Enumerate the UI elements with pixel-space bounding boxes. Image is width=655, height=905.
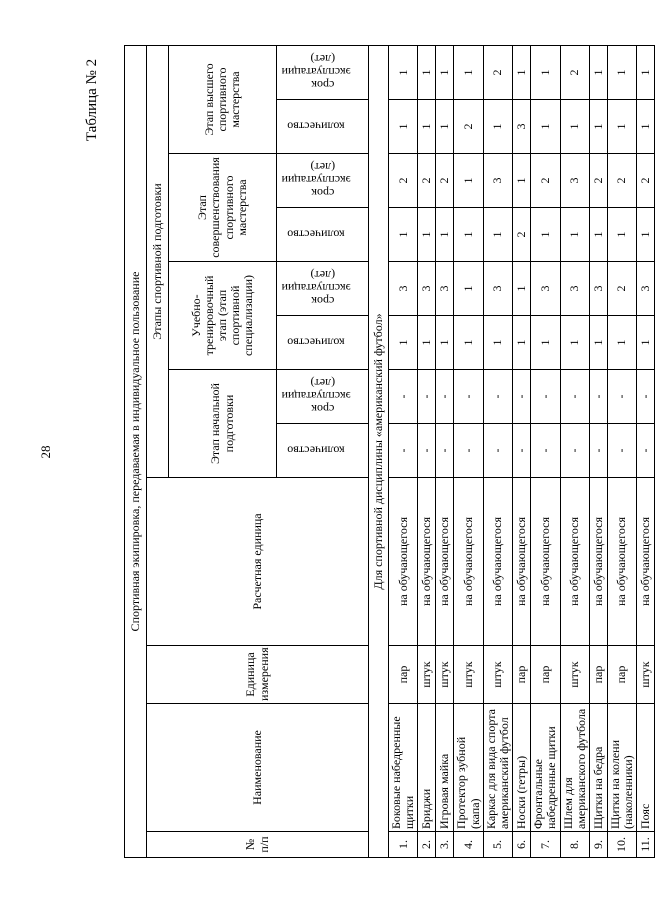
subheader-term: срок эксплуатации (лет) — [277, 154, 369, 208]
item-term: 3 — [389, 262, 418, 316]
item-term: 3 — [637, 262, 655, 316]
item-term: 2 — [436, 154, 454, 208]
item-term: 3 — [531, 262, 560, 316]
row-number: 6. — [513, 832, 531, 858]
item-qty: 1 — [637, 100, 655, 154]
item-term: 3 — [589, 262, 607, 316]
item-qty: 1 — [436, 100, 454, 154]
item-term: - — [531, 370, 560, 424]
item-term: 3 — [436, 262, 454, 316]
item-qty: 1 — [454, 316, 483, 370]
subheader-qty: количество — [277, 424, 369, 478]
item-qty: 1 — [560, 100, 589, 154]
table-row — [418, 45, 436, 857]
item-term: - — [637, 370, 655, 424]
row-number: 5. — [483, 832, 512, 858]
header-unit: Единица измерения — [147, 646, 369, 704]
row-number: 10. — [607, 832, 636, 858]
item-qty: - — [454, 424, 483, 478]
item-term: - — [436, 370, 454, 424]
item-qty: 1 — [560, 316, 589, 370]
item-qty: - — [436, 424, 454, 478]
item-term: - — [389, 370, 418, 424]
item-unit: пар — [531, 646, 560, 704]
item-term: - — [483, 370, 512, 424]
item-qty: 1 — [637, 208, 655, 262]
item-term: 3 — [418, 262, 436, 316]
item-qty: 3 — [513, 100, 531, 154]
item-name: Щитки на бедра — [589, 704, 607, 832]
item-name: Носки (гетры) — [513, 704, 531, 832]
item-qty: - — [637, 424, 655, 478]
item-qty: 1 — [436, 208, 454, 262]
item-term: 2 — [607, 262, 636, 316]
subheader-qty: количество — [277, 208, 369, 262]
item-term: 2 — [607, 154, 636, 208]
item-name: Боковые набедренные щитки — [389, 704, 418, 832]
item-qty: 1 — [436, 316, 454, 370]
item-calc-unit: на обучающегося — [436, 478, 454, 646]
item-qty: 1 — [389, 100, 418, 154]
item-unit: штук — [483, 646, 512, 704]
header-stage-training: Учебно-тренировочный этап (этап спортивной специализации) — [169, 262, 277, 370]
subheader-term: срок эксплуатации (лет) — [277, 45, 369, 99]
row-number: 4. — [454, 832, 483, 858]
item-term: 2 — [389, 154, 418, 208]
item-qty: 1 — [389, 316, 418, 370]
row-number: 3. — [436, 832, 454, 858]
item-qty: - — [589, 424, 607, 478]
item-unit: пар — [607, 646, 636, 704]
equipment-table-rotated — [124, 46, 653, 858]
item-name: Протектор зубной (капа) — [454, 704, 483, 832]
item-unit: штук — [560, 646, 589, 704]
header-stage-improvement: Этап совершенствования спортивного мастерства — [169, 154, 277, 262]
table-row — [436, 45, 454, 857]
item-term: 3 — [483, 262, 512, 316]
header-calc: Расчетная единица — [147, 478, 369, 646]
item-qty: 1 — [589, 208, 607, 262]
item-calc-unit: на обучающегося — [389, 478, 418, 646]
item-calc-unit: на обучающегося — [454, 478, 483, 646]
item-calc-unit: на обучающегося — [513, 478, 531, 646]
table-row — [560, 45, 589, 857]
row-number: 1. — [389, 832, 418, 858]
item-term: 1 — [389, 45, 418, 99]
item-qty: 1 — [418, 316, 436, 370]
item-calc-unit: на обучающегося — [483, 478, 512, 646]
item-name: Пояс — [637, 704, 655, 832]
item-term: 1 — [418, 45, 436, 99]
table-label: Таблица № 2 — [84, 58, 100, 142]
item-qty: 2 — [454, 100, 483, 154]
header-stage-initial: Этап начальной подготовки — [169, 370, 277, 478]
item-qty: 1 — [418, 100, 436, 154]
item-term: 2 — [418, 154, 436, 208]
table-title: Спортивная экипировка, передаваемая в индивидуальное пользование — [125, 45, 147, 857]
item-term: 1 — [454, 45, 483, 99]
item-qty: 1 — [531, 208, 560, 262]
item-name: Каркас для вида спорта американский футбол — [483, 704, 512, 832]
item-calc-unit: на обучающегося — [418, 478, 436, 646]
item-qty: 1 — [483, 316, 512, 370]
item-unit: штук — [454, 646, 483, 704]
item-term: 1 — [637, 45, 655, 99]
item-qty: 1 — [389, 208, 418, 262]
item-term: 1 — [513, 154, 531, 208]
item-qty: 1 — [607, 100, 636, 154]
subheader-qty: количество — [277, 316, 369, 370]
row-number: 7. — [531, 832, 560, 858]
item-qty: - — [513, 424, 531, 478]
item-qty: 1 — [513, 316, 531, 370]
item-qty: 1 — [483, 208, 512, 262]
item-term: 2 — [531, 154, 560, 208]
item-unit: пар — [389, 646, 418, 704]
item-term: - — [454, 370, 483, 424]
row-number: 9. — [589, 832, 607, 858]
item-unit: штук — [418, 646, 436, 704]
row-number: 8. — [560, 832, 589, 858]
item-qty: 1 — [589, 100, 607, 154]
item-qty: - — [531, 424, 560, 478]
item-qty: 1 — [560, 208, 589, 262]
item-qty: - — [560, 424, 589, 478]
item-term: 1 — [513, 45, 531, 99]
item-qty: 1 — [418, 208, 436, 262]
table-row — [637, 45, 655, 857]
item-term: 1 — [531, 45, 560, 99]
header-name: Наименование — [147, 704, 369, 832]
item-qty: 1 — [483, 100, 512, 154]
item-term: - — [560, 370, 589, 424]
item-qty: 1 — [589, 316, 607, 370]
item-qty: 2 — [513, 208, 531, 262]
item-unit: штук — [436, 646, 454, 704]
item-name: Шлем для американского футбола — [560, 704, 589, 832]
item-term: 1 — [607, 45, 636, 99]
item-term: 1 — [454, 154, 483, 208]
page-number: 28 — [38, 445, 53, 459]
table-row — [513, 45, 531, 857]
item-qty: - — [389, 424, 418, 478]
item-qty: 1 — [637, 316, 655, 370]
row-number: 2. — [418, 832, 436, 858]
item-term: 3 — [483, 154, 512, 208]
item-term: 1 — [513, 262, 531, 316]
table-row — [483, 45, 512, 857]
table-row — [454, 45, 483, 857]
item-qty: 1 — [531, 316, 560, 370]
item-unit: штук — [637, 646, 655, 704]
section-title: Для спортивной дисциплины «американский футбол» — [369, 45, 389, 857]
item-qty: 1 — [531, 100, 560, 154]
row-number: 11. — [637, 832, 655, 858]
table-row — [589, 45, 607, 857]
item-name: Щитки на колени (наколенники) — [607, 704, 636, 832]
item-qty: 1 — [607, 316, 636, 370]
item-term: - — [589, 370, 607, 424]
item-qty: - — [418, 424, 436, 478]
subheader-term: срок эксплуатации (лет) — [277, 262, 369, 316]
item-unit: пар — [513, 646, 531, 704]
item-calc-unit: на обучающегося — [607, 478, 636, 646]
item-term: 2 — [589, 154, 607, 208]
equipment-table — [124, 45, 655, 858]
item-term: 2 — [483, 45, 512, 99]
table-row — [389, 45, 418, 857]
item-qty: 1 — [607, 208, 636, 262]
item-qty: - — [607, 424, 636, 478]
item-calc-unit: на обучающегося — [531, 478, 560, 646]
item-calc-unit: на обучающегося — [589, 478, 607, 646]
item-term: 3 — [560, 154, 589, 208]
item-term: 1 — [454, 262, 483, 316]
item-term: 1 — [436, 45, 454, 99]
item-name: Фронтальные набедренные щитки — [531, 704, 560, 832]
item-calc-unit: на обучающегося — [637, 478, 655, 646]
header-num: № п/п — [147, 832, 369, 858]
header-stages: Этапы спортивной подготовки — [147, 45, 169, 477]
header-stage-higher: Этап высшего спортивного мастерства — [169, 45, 277, 153]
item-calc-unit: на обучающегося — [560, 478, 589, 646]
item-term: 2 — [637, 154, 655, 208]
table-row — [531, 45, 560, 857]
subheader-qty: количество — [277, 100, 369, 154]
subheader-term: срок эксплуатации (лет) — [277, 370, 369, 424]
item-qty: - — [483, 424, 512, 478]
item-qty: 1 — [454, 208, 483, 262]
item-term: 2 — [560, 45, 589, 99]
item-term: 3 — [560, 262, 589, 316]
item-term: - — [513, 370, 531, 424]
item-name: Игровая майка — [436, 704, 454, 832]
table-row — [607, 45, 636, 857]
item-term: - — [418, 370, 436, 424]
item-term: 1 — [589, 45, 607, 99]
item-name: Бриджи — [418, 704, 436, 832]
item-unit: пар — [589, 646, 607, 704]
item-term: - — [607, 370, 636, 424]
